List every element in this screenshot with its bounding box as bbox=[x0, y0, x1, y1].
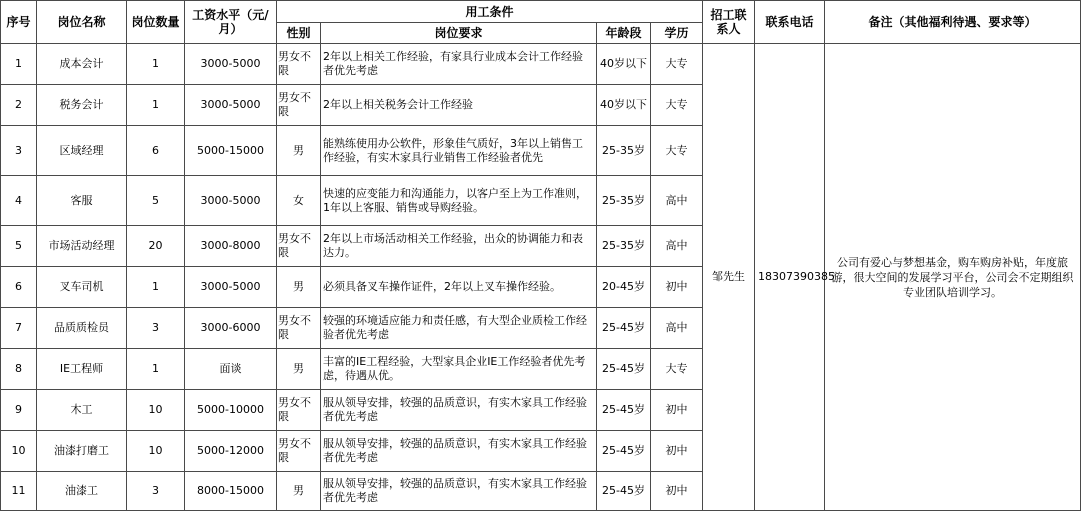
row-number: 10 bbox=[1, 431, 37, 472]
job-requirements: 能熟练使用办公软件，形象佳气质好，3年以上销售工作经验，有实木家具行业销售工作经验者优先 bbox=[321, 126, 597, 176]
header-conditions: 用工条件 bbox=[277, 1, 703, 23]
salary-range: 5000-15000 bbox=[185, 126, 277, 176]
age-range: 25-45岁 bbox=[597, 390, 651, 431]
job-requirements: 2年以上相关税务会计工作经验 bbox=[321, 85, 597, 126]
job-requirements: 快速的应变能力和沟通能力，以客户至上为工作准则，1年以上客服、销售或导购经验。 bbox=[321, 176, 597, 226]
gender-requirement: 男 bbox=[277, 472, 321, 511]
gender-requirement: 男 bbox=[277, 126, 321, 176]
row-number: 5 bbox=[1, 226, 37, 267]
gender-requirement: 女 bbox=[277, 176, 321, 226]
row-number: 2 bbox=[1, 85, 37, 126]
education-level: 初中 bbox=[651, 267, 703, 308]
header-position: 岗位名称 bbox=[37, 1, 127, 44]
position-name: 税务会计 bbox=[37, 85, 127, 126]
position-count: 1 bbox=[127, 44, 185, 85]
age-range: 25-45岁 bbox=[597, 349, 651, 390]
remarks-text: 公司有爱心与梦想基金，购车购房补贴，年度旅游，很大空间的发展学习平台，公司会不定期组织专业团队培训学习。 bbox=[825, 44, 1081, 511]
position-name: 客服 bbox=[37, 176, 127, 226]
education-level: 大专 bbox=[651, 44, 703, 85]
header-row bbox=[1, 1, 1081, 23]
position-count: 3 bbox=[127, 472, 185, 511]
table-row bbox=[1, 44, 1081, 85]
contact-phone: 18307390385 bbox=[755, 44, 825, 511]
position-count: 6 bbox=[127, 126, 185, 176]
education-level: 大专 bbox=[651, 85, 703, 126]
position-name: 油漆工 bbox=[37, 472, 127, 511]
position-name: 成本会计 bbox=[37, 44, 127, 85]
row-number: 3 bbox=[1, 126, 37, 176]
position-name: 品质质检员 bbox=[37, 308, 127, 349]
row-number: 11 bbox=[1, 472, 37, 511]
job-requirements: 较强的环境适应能力和责任感，有大型企业质检工作经验者优先考虑 bbox=[321, 308, 597, 349]
position-count: 1 bbox=[127, 349, 185, 390]
age-range: 25-45岁 bbox=[597, 431, 651, 472]
header-age: 年龄段 bbox=[597, 23, 651, 44]
position-count: 3 bbox=[127, 308, 185, 349]
row-number: 8 bbox=[1, 349, 37, 390]
job-requirements: 必须具备叉车操作证件，2年以上叉车操作经验。 bbox=[321, 267, 597, 308]
position-count: 10 bbox=[127, 431, 185, 472]
job-requirements: 2年以上市场活动相关工作经验，出众的协调能力和表达力。 bbox=[321, 226, 597, 267]
age-range: 20-45岁 bbox=[597, 267, 651, 308]
gender-requirement: 男女不限 bbox=[277, 390, 321, 431]
gender-requirement: 男 bbox=[277, 349, 321, 390]
header-salary: 工资水平（元/月） bbox=[185, 1, 277, 44]
salary-range: 8000-15000 bbox=[185, 472, 277, 511]
education-level: 高中 bbox=[651, 308, 703, 349]
row-number: 1 bbox=[1, 44, 37, 85]
header-education: 学历 bbox=[651, 23, 703, 44]
header-count: 岗位数量 bbox=[127, 1, 185, 44]
row-number: 4 bbox=[1, 176, 37, 226]
gender-requirement: 男女不限 bbox=[277, 85, 321, 126]
position-name: IE工程师 bbox=[37, 349, 127, 390]
gender-requirement: 男女不限 bbox=[277, 431, 321, 472]
education-level: 大专 bbox=[651, 126, 703, 176]
job-requirements: 2年以上相关工作经验，有家具行业成本会计工作经验者优先考虑 bbox=[321, 44, 597, 85]
age-range: 40岁以下 bbox=[597, 44, 651, 85]
row-number: 6 bbox=[1, 267, 37, 308]
gender-requirement: 男女不限 bbox=[277, 44, 321, 85]
salary-range: 5000-12000 bbox=[185, 431, 277, 472]
salary-range: 3000-5000 bbox=[185, 176, 277, 226]
gender-requirement: 男 bbox=[277, 267, 321, 308]
row-number: 7 bbox=[1, 308, 37, 349]
age-range: 40岁以下 bbox=[597, 85, 651, 126]
age-range: 25-35岁 bbox=[597, 176, 651, 226]
job-requirements: 丰富的IE工程经验，大型家具企业IE工作经验者优先考虑，待遇从优。 bbox=[321, 349, 597, 390]
position-name: 木工 bbox=[37, 390, 127, 431]
position-name: 叉车司机 bbox=[37, 267, 127, 308]
header-remarks: 备注（其他福利待遇、要求等） bbox=[825, 1, 1081, 44]
age-range: 25-35岁 bbox=[597, 226, 651, 267]
position-count: 20 bbox=[127, 226, 185, 267]
contact-person: 邹先生 bbox=[703, 44, 755, 511]
salary-range: 3000-5000 bbox=[185, 85, 277, 126]
education-level: 初中 bbox=[651, 390, 703, 431]
education-level: 高中 bbox=[651, 176, 703, 226]
position-count: 10 bbox=[127, 390, 185, 431]
age-range: 25-35岁 bbox=[597, 126, 651, 176]
salary-range: 5000-10000 bbox=[185, 390, 277, 431]
position-count: 1 bbox=[127, 267, 185, 308]
header-gender: 性别 bbox=[277, 23, 321, 44]
position-count: 1 bbox=[127, 85, 185, 126]
education-level: 高中 bbox=[651, 226, 703, 267]
header-phone: 联系电话 bbox=[755, 1, 825, 44]
position-count: 5 bbox=[127, 176, 185, 226]
job-requirements: 服从领导安排，较强的品质意识，有实木家具工作经验者优先考虑 bbox=[321, 390, 597, 431]
position-name: 区域经理 bbox=[37, 126, 127, 176]
row-number: 9 bbox=[1, 390, 37, 431]
job-requirements: 服从领导安排，较强的品质意识，有实木家具工作经验者优先考虑 bbox=[321, 472, 597, 511]
header-contact: 招工联系人 bbox=[703, 1, 755, 44]
job-requirements: 服从领导安排，较强的品质意识，有实木家具工作经验者优先考虑 bbox=[321, 431, 597, 472]
education-level: 大专 bbox=[651, 349, 703, 390]
header-requirements: 岗位要求 bbox=[321, 23, 597, 44]
salary-range: 3000-5000 bbox=[185, 44, 277, 85]
salary-range: 3000-5000 bbox=[185, 267, 277, 308]
education-level: 初中 bbox=[651, 472, 703, 511]
salary-range: 3000-6000 bbox=[185, 308, 277, 349]
education-level: 初中 bbox=[651, 431, 703, 472]
gender-requirement: 男女不限 bbox=[277, 226, 321, 267]
gender-requirement: 男女不限 bbox=[277, 308, 321, 349]
age-range: 25-45岁 bbox=[597, 472, 651, 511]
position-name: 市场活动经理 bbox=[37, 226, 127, 267]
salary-range: 面谈 bbox=[185, 349, 277, 390]
position-name: 油漆打磨工 bbox=[37, 431, 127, 472]
salary-range: 3000-8000 bbox=[185, 226, 277, 267]
age-range: 25-45岁 bbox=[597, 308, 651, 349]
header-seq: 序号 bbox=[1, 1, 37, 44]
